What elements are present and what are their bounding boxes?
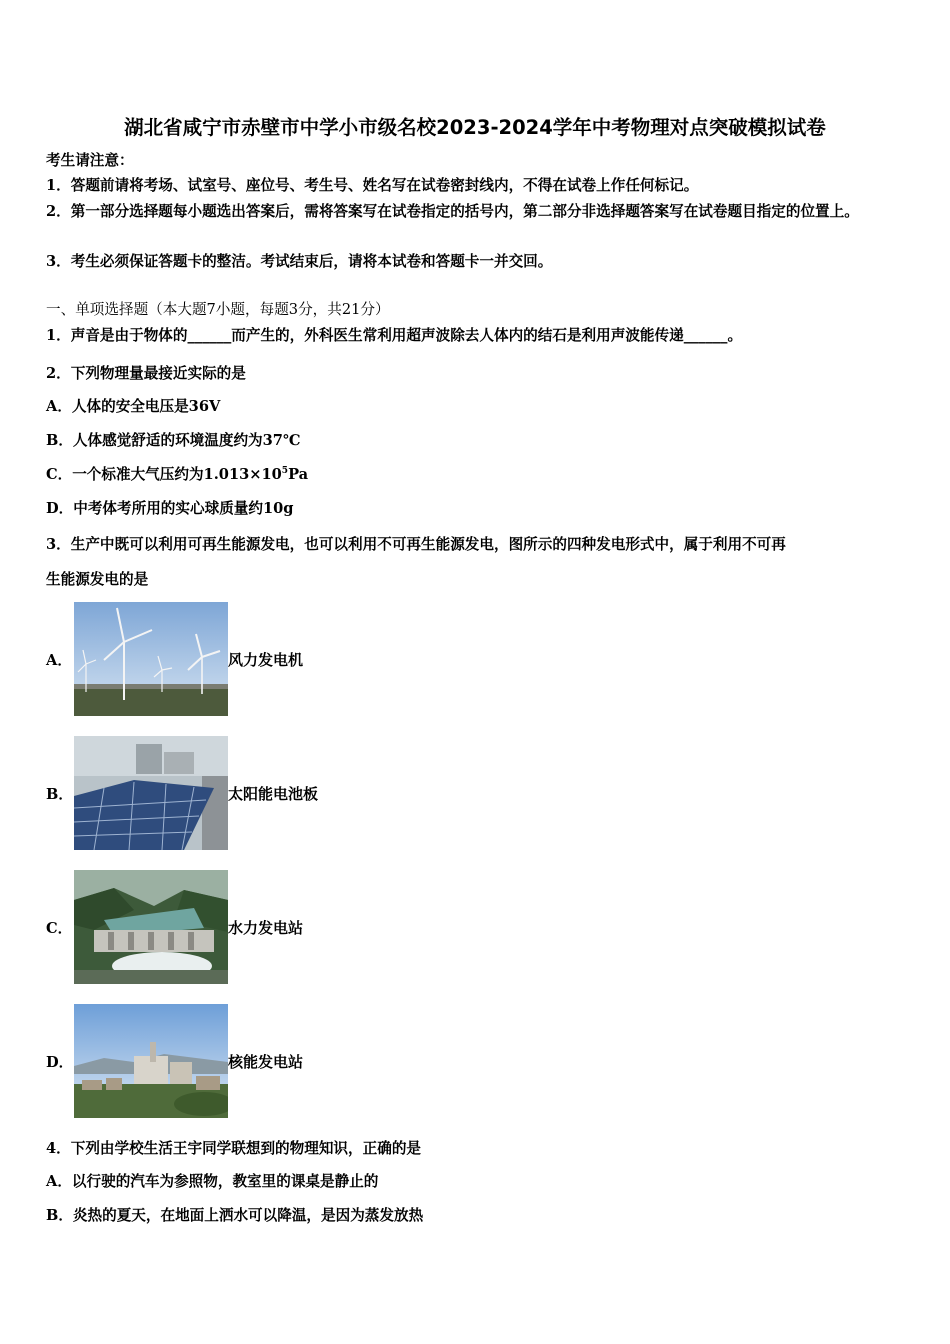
option-label: 风力发电机 (228, 650, 304, 669)
option-label: 水力发电站 (228, 918, 304, 937)
option-letter: D． (46, 1053, 74, 1071)
option-letter: C． (46, 919, 73, 937)
question-3-option-a (46, 601, 303, 717)
solar-panel-photo (74, 736, 228, 850)
nuclear-plant-photo (74, 1004, 228, 1118)
question-2-option-a: A．人体的安全电压是36V (46, 398, 221, 415)
question-4-option-a: A．以行驶的汽车为参照物，教室里的课桌是静止的 (46, 1173, 379, 1190)
question-2-option-d: D．中考体考所用的实心球质量约10g (46, 500, 294, 517)
wind-turbine-photo (74, 602, 228, 716)
notice-item-2: 2．第一部分选择题每小题选出答案后，需将答案写在试卷指定的括号内，第二部分非选择题答案写在试卷题目指定的位置上。 (46, 203, 859, 220)
notice-heading: 考生请注意： (46, 152, 134, 169)
hydro-dam-photo (74, 870, 228, 984)
question-3-option-b (46, 735, 318, 851)
question-2-option-b: B．人体感觉舒适的环境温度约为37℃ (46, 432, 301, 449)
option-label: 太阳能电池板 (228, 784, 319, 803)
question-2-option-c: C．一个标准大气压约为$1.013\times 10^5Pa$ (46, 466, 309, 483)
question-3-option-c (46, 869, 303, 985)
question-3-stem-line1: 3．生产中既可以利用可再生能源发电，也可以利用不可再生能源发电，图所示的四种发电形式中，属于利用不可再 (46, 536, 786, 553)
question-4-option-b: B．炎热的夏天，在地面上洒水可以降温，是因为蒸发放热 (46, 1207, 424, 1224)
question-2-stem: 2．下列物理量最接近实际的是 (46, 365, 246, 382)
section-heading: 一、单项选择题（本大题7小题，每题3分，共21分） (46, 301, 390, 318)
option-letter: B． (46, 785, 73, 803)
question-4-stem: 4．下列由学校生活王宇同学联想到的物理知识，正确的是 (46, 1140, 422, 1157)
question-1: 1．声音是由于物体的______而产生的，外科医生常利用超声波除去人体内的结石是利用声波能传递______。 (46, 327, 743, 344)
option-letter: A． (46, 651, 72, 669)
question-3-stem-line2: 生能源发电的是 (46, 571, 149, 588)
notice-item-3: 3．考生必须保证答题卡的整洁。考试结束后，请将本试卷和答题卡一并交回。 (46, 253, 553, 270)
page-title: 湖北省咸宁市赤壁市中学小市级名校2023-2024学年中考物理对点突破模拟试卷 (124, 116, 826, 139)
question-3-option-d (46, 1003, 303, 1119)
notice-item-1: 1．答题前请将考场、试室号、座位号、考生号、姓名写在试卷密封线内，不得在试卷上作任何标记。 (46, 177, 699, 194)
option-label: 核能发电站 (228, 1052, 304, 1071)
